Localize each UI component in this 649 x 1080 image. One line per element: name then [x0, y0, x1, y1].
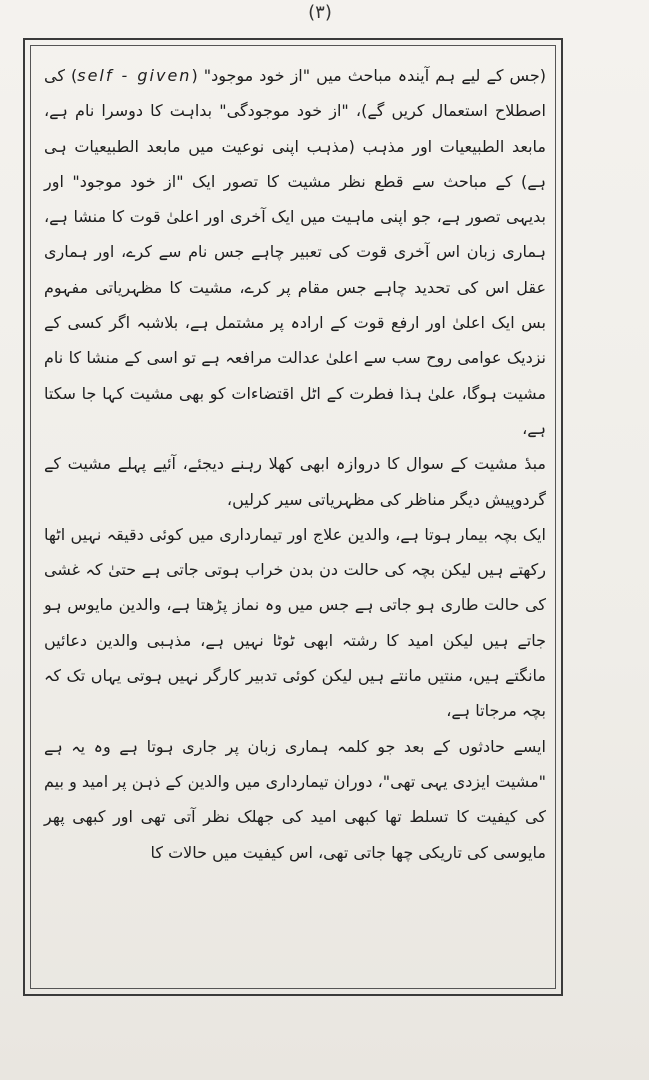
- paragraph-3: ایک بچہ بیمار ہوتا ہے، والدین علاج اور تیمارداری میں کوئی دقیقہ نہیں اٹھا رکھتے ہیں لیکن بچہ کی حالت دن بدن خراب ہوتی جاتی ہے حتیٰ کہ غشی کی حالت طاری ہو جاتی ہے جس میں وہ نماز پڑھتا ہے، والدین مایوس ہو جاتے ہیں لیکن امید کا رشتہ ابھی ٹوٹا نہیں ہے، مذہبی والدین دعائیں مانگتے ہیں، منتیں مانتے ہیں لیکن کوئی تدبیر کارگر نہیں ہوتی یہاں تک کہ بچہ مرجاتا ہے،: [44, 524, 546, 721]
- paragraph-1-part-a: (جس کے لیے ہم آیندہ مباحث میں "از خود موجود" (: [191, 66, 547, 85]
- paragraph-4: ایسے حادثوں کے بعد جو کلمہ ہماری زبان پر جاری ہوتا ہے وہ یہ ہے "مشیت ایزدی یہی تھی"، دوران تیمارداری میں والدین کے ذہن پر امید و بیم کی کیفیت کا تسلط تھا کبھی امید کی جھلک نظر آتی تھی اور کبھی پھر مایوسی کی تاریکی چھا جاتی تھی، اس کیفیت میں حالات کا: [44, 736, 546, 862]
- body-text: [44, 58, 546, 870]
- paragraph-1-part-b: ) کی اصطلاح استعمال کریں گے)، "از خود موجودگی" بداہت کا دوسرا نام ہے، مابعد الطبیعیات اور مذہب (مذہب اپنی نوعیت میں مابعد الطبیعیات ہی ہے) کے مباحث سے قطع نظر مشیت کا تصور ایک "از خود موجود" اور بدیہی تصور ہے، جو اپنی ماہیت میں ایک آخری اور اعلیٰ قوت کا منشا ہے، ہماری زبان اس آخری قوت کی تعبیر چاہے جس نام سے کرے، اور ہماری عقل اس کی تحدید چاہے جس مقام پر کرے، مشیت کا مظہریاتی مفہوم بس ایک اعلیٰ اور ارفع قوت کے ارادہ پر مشتمل ہے، بلاشبہ اگر کسی کے نزدیک عوامی روح سب سے اعلیٰ عدالت مرافعہ ہے تو اسی کے منشا کا نام مشیت ہوگا، علیٰ ہذا فطرت کے اٹل اقتضاءات کو بھی مشیت کہا جا سکتا ہے،: [44, 66, 546, 438]
- paragraph-1: [44, 58, 546, 446]
- english-term: self - given: [77, 66, 192, 85]
- page-number: (۳): [308, 2, 332, 23]
- paragraph-2: مبدٔ مشیت کے سوال کا دروازہ ابھی کھلا رہنے دیجئے، آئیے پہلے مشیت کے گردوپیش دیگر مناظر کی مظہریاتی سیر کرلیں،: [44, 454, 546, 509]
